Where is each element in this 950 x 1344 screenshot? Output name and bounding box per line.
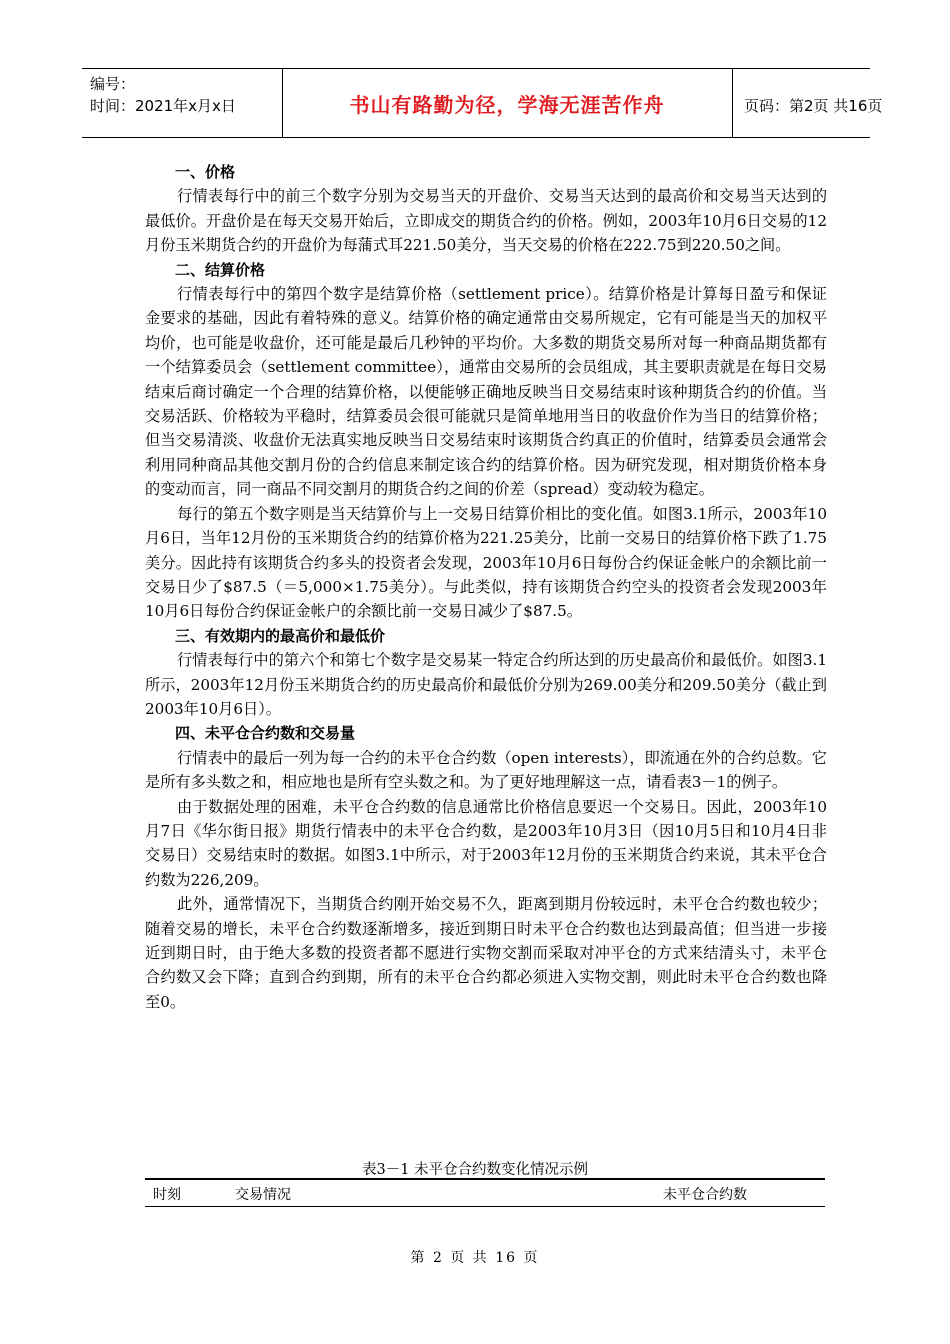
- section-heading: 三、有效期内的最高价和最低价: [175, 626, 386, 645]
- page-header: [82, 68, 883, 138]
- table-header-time: 时刻: [153, 1187, 181, 1203]
- section-settlement-price: [145, 258, 827, 624]
- open-interest-table: [145, 1178, 825, 1207]
- page-number-info: 页码：第2页 共16页: [744, 97, 883, 115]
- table-header-trade: 交易情况: [235, 1187, 291, 1203]
- paragraph: 行情表中的最后一列为每一合约的未平仓合约数（open interests），即流通在外的合约总数。它是所有多头数之和，相应地也是所有空头数之和。为了更好地理解这一点，请看表3－1的例子。: [145, 748, 827, 792]
- paragraph: 由于数据处理的困难，未平仓合约数的信息通常比价格信息要迟一个交易日。因此，2003年10月7日《华尔街日报》期货行情表中的未平仓合约数，是2003年10月3日（因10月5日和10月4日非交易日）交易结束时的数据。如图3.1中所示，对于2003年12月份的玉米期货合约来说，其未平仓合约数为226,209。: [145, 797, 827, 889]
- paragraph: 行情表每行中的第四个数字是结算价格（settlement price）。结算价格是计算每日盈亏和保证金要求的基础，因此有着特殊的意义。结算价格的确定通常由交易所规定，它有可能是当天的加权平均价，也可能是收盘价，还可能是最后几秒钟的平均价。大多数的期货交易所对每一种商品期货都有一个结算委员会（settlement committee），通常由交易所的会员组成，其主要职责就是在每日交易结束后商讨确定一个合理的结算价格，以便能够正确地反映当日交易结束时该种期货合约的价值。当交易活跃、价格较为平稳时，结算委员会很可能就只是简单地用当日的收盘价作为当日的结算价格；但当交易清淡、收盘价无法真实地反映当日交易结束时该期货合约真正的价值时，结算委员会通常会利用同种商品其他交割月份的合约信息来制定该合约的结算价格。因为研究发现，相对期货价格本身的变动而言，同一商品不同交割月的期货合约之间的价差（spread）变动较为稳定。: [145, 285, 827, 499]
- section-open-interest: [145, 721, 827, 1014]
- section-price: [145, 160, 827, 258]
- header-page-cell: [732, 69, 883, 137]
- paragraph: 行情表每行中的前三个数字分别为交易当天的开盘价、交易当天达到的最高价和交易当天达到的最低价。开盘价是在每天交易开始后，立即成交的期货合约的价格。例如，2003年10月6日交易的12月份玉米期货合约的开盘价为每蒲式耳221.50美分，当天交易的价格在222.75到220.50之间。: [145, 187, 827, 255]
- page-footer: 第 2 页 共 16 页: [410, 1250, 540, 1266]
- section-heading: 二、结算价格: [175, 260, 266, 279]
- document-number-label: 编号：: [90, 75, 136, 93]
- section-heading: 四、未平仓合约数和交易量: [175, 724, 356, 743]
- table-caption: 表3－1 未平仓合约数变化情况示例: [361, 1162, 589, 1178]
- motto-text: 书山有路勤为径，学海无涯苦作舟: [349, 93, 665, 117]
- paragraph: 每行的第五个数字则是当天结算价与上一交易日结算价相比的变化值。如图3.1所示，2003年10月6日，当年12月份的玉米期货合约的结算价格为221.25美分，比前一交易日的结算价格下跌了1.75美分。因此持有该期货合约多头的投资者会发现，2003年10月6日每份合约保证金帐户的余额比前一交易日少了$87.5（＝5,000×1.75美分）。与此类似，持有该期货合约空头的投资者会发现2003年10月6日每份合约保证金帐户的余额比前一交易日减少了$87.5。: [145, 504, 827, 621]
- header-meta: [82, 69, 283, 137]
- section-heading: 一、价格: [175, 163, 236, 181]
- paragraph: 此外，通常情况下，当期货合约刚开始交易不久，距离到期月份较远时，未平仓合约数也较少；随着交易的增长，未平仓合约数逐渐增多，接近到期日时未平仓合约数也达到最高值；但当进一步接近到期日时，由于绝大多数的投资者都不愿进行实物交割而采取对冲平仓的方式来结清头寸，未平仓合约数又会下降；直到合约到期，所有的未平仓合约都必须进入实物交割，则此时未平仓合约数也降至0。: [145, 895, 827, 1011]
- table-header-open-interest: 未平仓合约数: [663, 1187, 747, 1203]
- document-date-label: 时间：2021年x月x日: [90, 97, 236, 115]
- document-body: [145, 160, 827, 1014]
- paragraph: 行情表每行中的第六个和第七个数字是交易某一特定合约所达到的历史最高价和最低价。如图3.1所示，2003年12月份玉米期货合约的历史最高价和最低价分别为269.00美分和209.50美分（截止到2003年10月6日）。: [145, 651, 827, 718]
- header-motto-cell: [282, 69, 733, 137]
- section-high-low: [145, 624, 827, 722]
